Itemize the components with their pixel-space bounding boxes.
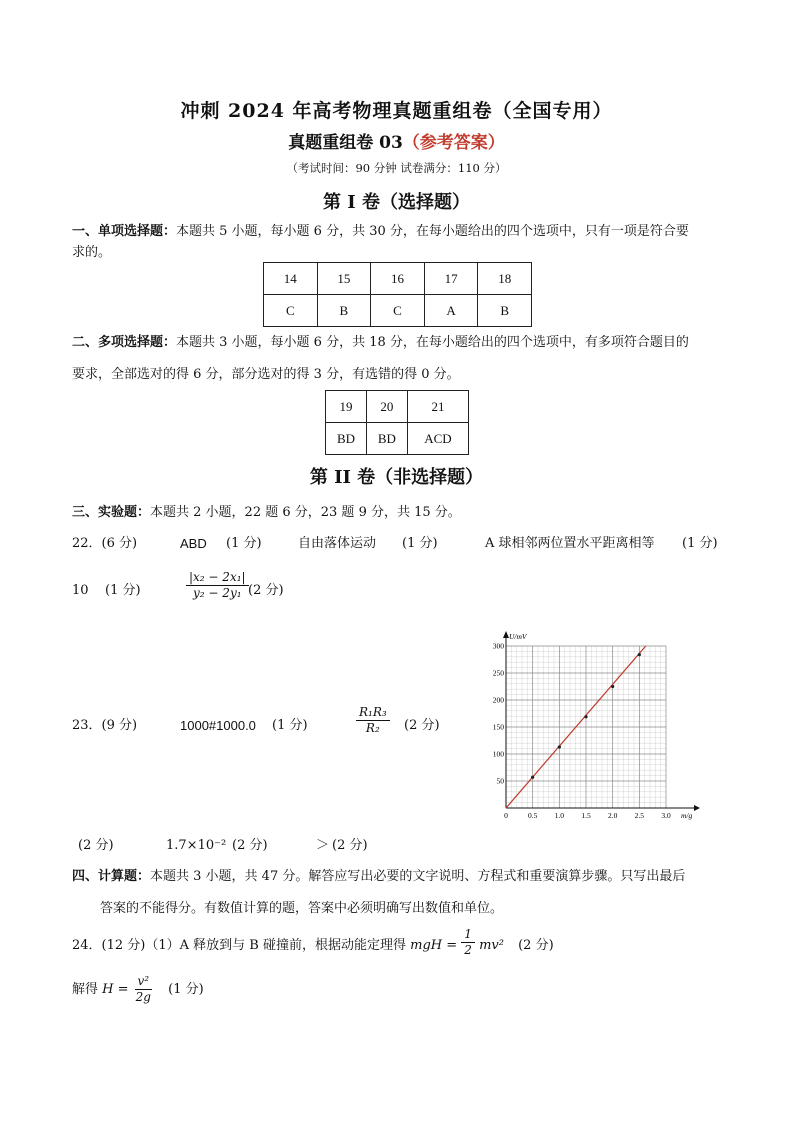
q24-line1 [72,927,554,958]
page-title: 冲刺 2024 年高考物理真题重组卷（全国专用） [180,100,613,122]
x-tick-label: 2.5 [634,811,645,820]
table-cell: 20 [366,391,407,423]
q24-eq1-left: mgH = [410,938,458,953]
experiment-desc [72,503,461,523]
q24-eq1-numerator: 1 [461,927,475,943]
part2-title: 第 II 卷（非选择题） [309,467,484,488]
q22-answer-3: A 球相邻两位置水平距离相等 [485,536,655,551]
y-tick-label: 250 [492,668,504,678]
table-row [264,295,532,327]
q22-answer-4: 10 [72,583,89,598]
q24-eq1-fraction [461,927,475,958]
single-choice-desc-line1: 本题共 5 小题，每小题 6 分，共 30 分，在每小题给出的四个选项中，只有一项是符合要 [176,224,689,239]
q23-score-3: (2 分) [78,838,114,853]
graph-grid-major [506,646,666,808]
multi-choice-desc-line1: 本题共 3 小题，每小题 6 分，共 18 分，在每小题给出的四个选项中，有多项符合题目的 [176,335,689,350]
multi-choice-desc [72,333,689,353]
graph-y-label: U/mV [509,632,527,641]
calc-desc-line1: 本题共 3 小题，共 47 分。解答应写出必要的文字说明、方程式和重要演算步骤。只写出最后 [150,869,686,884]
experiment-desc-text: 本题共 2 小题，22 题 6 分，23 题 9 分，共 15 分。 [150,505,461,520]
table-cell: B [317,295,371,327]
q22-score-3: (1 分) [682,536,718,551]
q23-fraction [356,705,390,736]
q24-score-1: (2 分) [518,938,554,953]
table-cell: 16 [371,263,425,295]
q23-score-4: (2 分) [232,838,268,853]
single-choice-answer-table [263,262,532,327]
calc-desc [72,867,685,887]
q22-fraction-denominator: y₂ − 2y₁ [193,586,242,600]
part1-title: 第 I 卷（选择题） [323,192,470,213]
graph-x-axis-arrow [694,805,700,811]
table-cell: 21 [407,391,468,423]
q24-score-2: (1 分) [168,982,204,997]
graph-y-tick-labels [493,642,505,786]
table-cell: 19 [326,391,367,423]
exam-info: （考试时间：90 分钟 试卷满分：110 分） [286,161,507,175]
q24-eq2-fraction [133,974,154,1005]
table-cell: 18 [478,263,532,295]
q22-fraction [186,570,249,601]
q23-fraction-denominator: R₂ [365,721,380,735]
x-tick-label: 1.5 [581,811,591,820]
q23-formula [356,705,390,736]
q24-eq2-denominator: 2g [135,990,151,1004]
table-cell: 15 [317,263,371,295]
single-choice-label: 一、单项选择题： [72,224,177,239]
q22-score-2: (1 分) [402,536,438,551]
calc-desc-line2: 答案的不能得分。有数值计算的题，答案中必须明确写出数值和单位。 [100,901,504,916]
q24-eq1-denominator: 2 [464,943,472,957]
q24-line2 [72,974,204,1005]
data-point [611,685,614,688]
q24-line2-text: 解得 [72,982,99,997]
multi-choice-label: 二、多项选择题： [72,335,177,350]
q23-score-1: (1 分) [272,718,308,733]
q23-number: 23．(9 分) [72,718,138,733]
q22-score-4: (1 分) [105,583,141,598]
x-tick-label: 1.0 [554,811,565,820]
table-cell: B [478,295,532,327]
q23-answer-1: 1000#1000.0 [180,718,256,733]
q23-answer-4: 1.7×10⁻² [166,838,227,853]
q22-number: 22．(6 分) [72,536,138,551]
data-point [531,776,534,779]
y-tick-label: 50 [496,776,504,786]
y-tick-label: 300 [492,641,504,651]
x-tick-label: 3.0 [661,811,671,820]
table-cell: BD [326,423,367,455]
table-cell: C [371,295,425,327]
table-cell: 17 [424,263,478,295]
y-tick-label: 150 [492,722,504,732]
q22-answer-1: ABD [180,536,207,551]
y-tick-label: 100 [492,749,504,759]
q22-score-1: (1 分) [226,536,262,551]
table-cell: C [264,295,318,327]
u-m-graph [486,628,701,826]
subtitle-main: 真题重组卷 03 [288,133,403,153]
data-point [584,715,587,718]
single-choice-desc-line2: 求的。 [72,245,112,260]
data-point [638,653,641,656]
q23-answer-5: ＞ [316,838,330,853]
page-subtitle [0,128,793,153]
table-cell: 14 [264,263,318,295]
q22-answer-2: 自由落体运动 [298,536,377,551]
graph-x-label: m/g [681,811,693,820]
table-cell: ACD [407,423,468,455]
subtitle-tag: （参考答案） [402,133,505,153]
q24-eq2-left: H = [102,982,129,997]
q24-eq1-right: mv² [479,938,504,953]
table-row [326,423,469,455]
table-cell: BD [366,423,407,455]
q23-score-5: (2 分) [332,838,368,853]
calc-label: 四、计算题： [72,869,151,884]
q24-eq2-numerator: v² [135,974,153,990]
multi-choice-desc-line2: 要求，全部选对的得 6 分，部分选对的得 3 分，有选错的得 0 分。 [72,367,460,382]
q23-fraction-numerator: R₁R₃ [356,705,390,721]
q24-line1-text: 24．(12 分)（1）A 释放到与 B 碰撞前，根据动能定理得 [72,938,406,953]
q22-fraction-numerator: |x₂ − 2x₁| [186,570,249,586]
x-tick-label: 0.5 [527,811,538,820]
y-tick-label: 200 [492,695,504,705]
single-choice-desc [72,222,689,242]
q22-formula [186,570,249,601]
x-tick-label: 0 [504,811,508,820]
table-row [326,391,469,423]
q22-score-5: (2 分) [248,583,284,598]
table-cell: A [424,295,478,327]
table-row [264,263,532,295]
data-point [558,745,561,748]
multi-choice-answer-table [325,390,469,455]
experiment-label: 三、实验题： [72,505,151,520]
x-tick-label: 2.0 [607,811,618,820]
graph-x-tick-labels [504,811,671,820]
q23-score-2: (2 分) [404,718,440,733]
